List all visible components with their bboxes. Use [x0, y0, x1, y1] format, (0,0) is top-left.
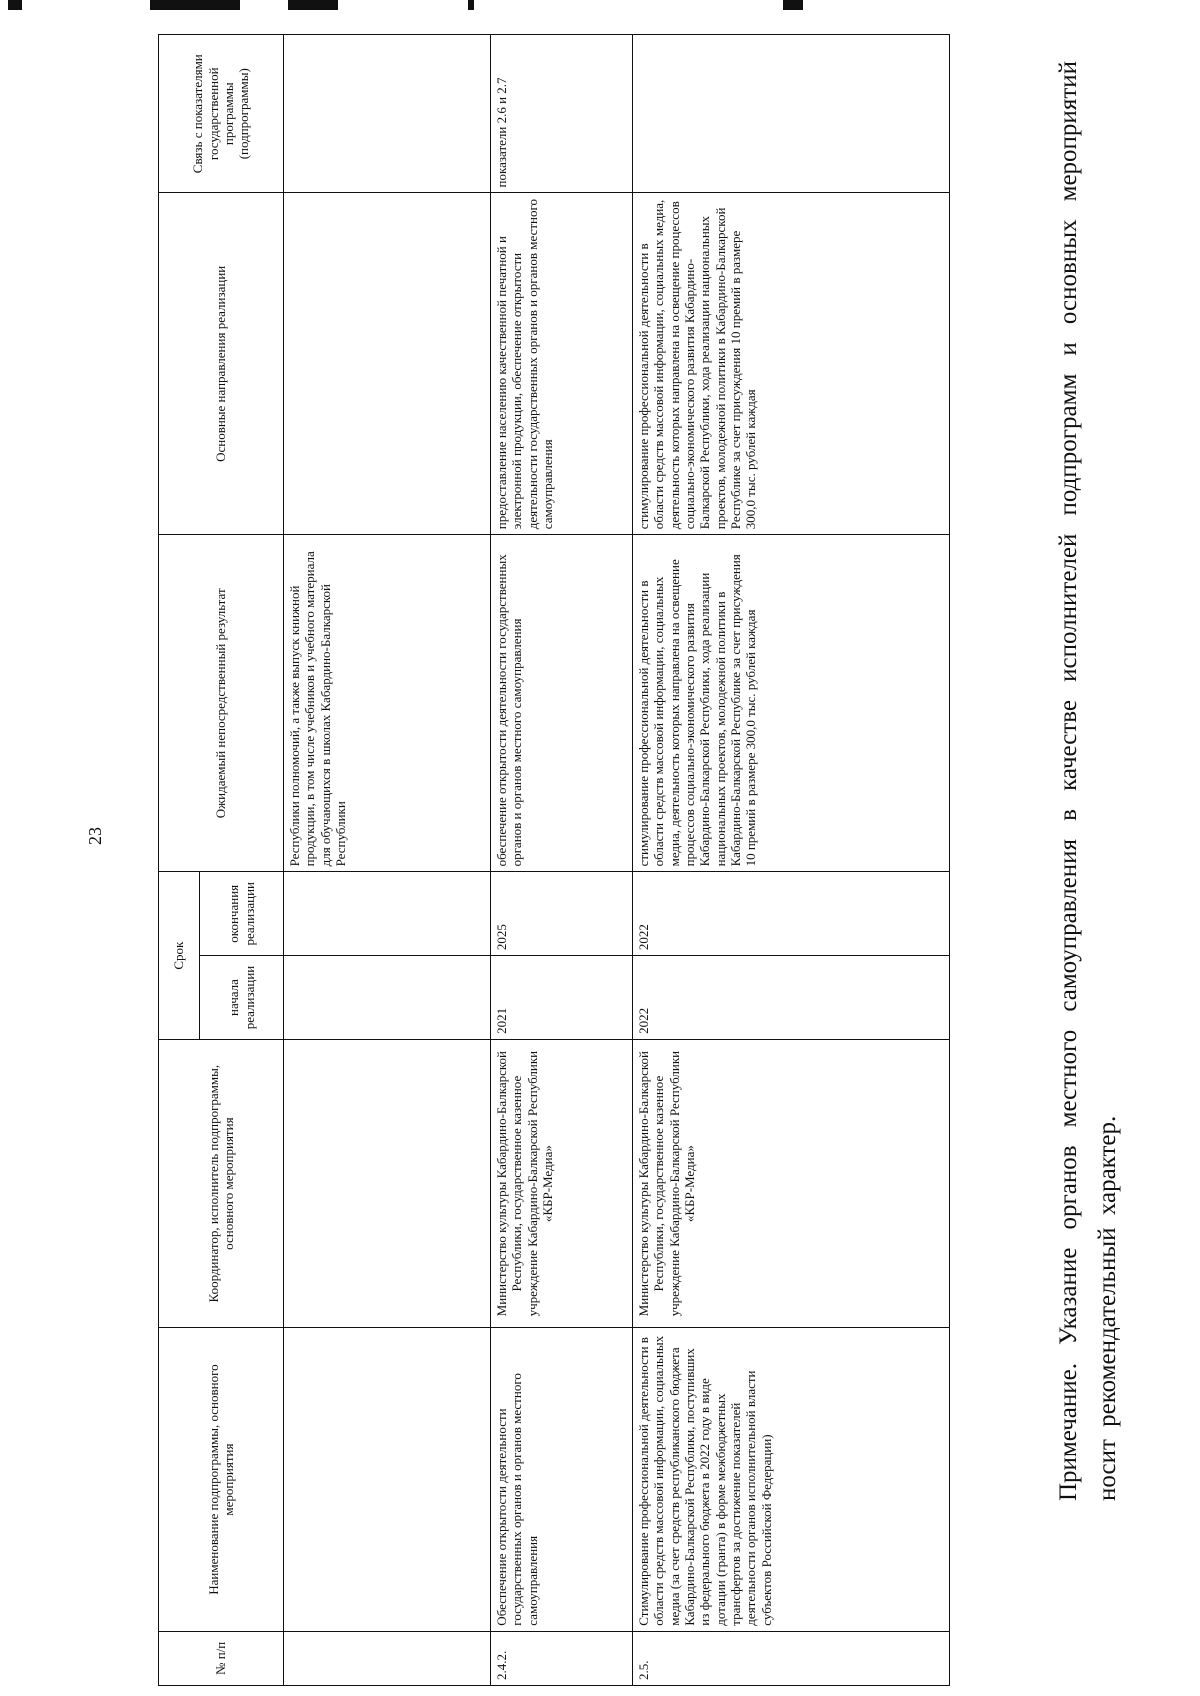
cell-coordinator: Министерство культуры Кабардино-Балкарской Республики, государственное казенное учреждение Кабардино-Балкарской Республики «КБР-Медиа»: [633, 1039, 950, 1328]
cell-coordinator: Министерство культуры Кабардино-Балкарской Республики, государственное казенное учреждение Кабардино-Балкарской Республики «КБР-Медиа»: [491, 1039, 633, 1328]
cell-num: [284, 1631, 491, 1685]
table-row: [633, 35, 950, 1686]
cell-result: Республики полномочий, а также выпуск книжной продукции, в том числе учебников и учебного материала для обучающихся в школах Кабардино-Балкарской Республики: [284, 535, 491, 872]
cell-name: [284, 1328, 491, 1631]
cell-num: 2.5.: [633, 1631, 950, 1685]
cell-end: 2025: [491, 872, 633, 956]
cell-end: 2022: [633, 872, 950, 956]
header-name: Наименование подпрограммы, основного мероприятия: [159, 1328, 284, 1631]
cell-directions: предоставление населению качественной печатной и электронной продукции, обеспечение открытости деятельности государственных органов и органов местного самоуправления: [491, 193, 633, 535]
cell-start: [284, 956, 491, 1040]
cell-link: [284, 35, 491, 193]
header-term-start: начала реализации: [200, 956, 284, 1040]
cell-link: [633, 35, 950, 193]
footnote: Примечание. Указание органов местного самоуправления в качестве исполнителей подпрограмм и основных мероприятий носит рекомендательный характер.: [1055, 61, 1121, 1501]
header-result: Ожидаемый непосредственный результат: [159, 535, 284, 872]
cell-link: показатели 2.6 и 2.7: [491, 35, 633, 193]
header-num: № п/п: [159, 1631, 284, 1685]
cell-coordinator: [284, 1039, 491, 1328]
table-header-row: [159, 35, 200, 1686]
cell-directions: стимулирование профессиональной деятельности в области средств массовой информации, социальных медиа, деятельность которых направлена на освещение процессов социально-экономического развития Кабардино-Балкарской Республики, хода реализации национальных проектов, молодежной политики в Кабардино-Балкарской Республике за счет присуждения 10 премий в размере 300,0 тыс. рублей каждая: [633, 193, 950, 535]
header-link: Связь с показателями государственной программы (подпрограммы): [159, 35, 284, 193]
cell-end: [284, 872, 491, 956]
header-term: Срок: [159, 872, 200, 1039]
cell-result: обеспечение открытости деятельности государственных органов и органов местного самоуправления: [491, 535, 633, 872]
header-directions: Основные направления реализации: [159, 193, 284, 535]
program-table: [158, 34, 950, 1686]
cell-start: 2022: [633, 956, 950, 1040]
header-term-end: окончания реализации: [200, 872, 284, 956]
table-row: [491, 35, 633, 1686]
cell-result: стимулирование профессиональной деятельности в области средств массовой информации, социальных медиа, деятельность которых направлена на освещение процессов социально-экономического развития Кабардино-Балкарской Республики, хода реализации национальных проектов, молодежной политики в Кабардино-Балкарской Республике за счет присуждения 10 премий в размере 300,0 тыс. рублей каждая: [633, 535, 950, 872]
cell-name: Обеспечение открытости деятельности государственных органов и органов местного самоуправления: [491, 1328, 633, 1631]
cell-directions: [284, 193, 491, 535]
cell-name: Стимулирование профессиональной деятельности в области средств массовой информации, социальных медиа (за счет средств республиканского бюджета Кабардино-Балкарской Республики, поступивших из федерального бюджета в 2022 году в виде дотации (гранта) в форме межбюджетных трансфертов за достижение показателей деятельности органов исполнительной власти субъектов Российской Федерации): [633, 1328, 950, 1631]
cell-start: 2021: [491, 956, 633, 1040]
header-coordinator: Координатор, исполнитель подпрограммы, основного мероприятия: [159, 1039, 284, 1328]
page-number: 23: [85, 827, 105, 845]
table-row: [284, 35, 491, 1686]
cell-num: 2.4.2.: [491, 1631, 633, 1685]
